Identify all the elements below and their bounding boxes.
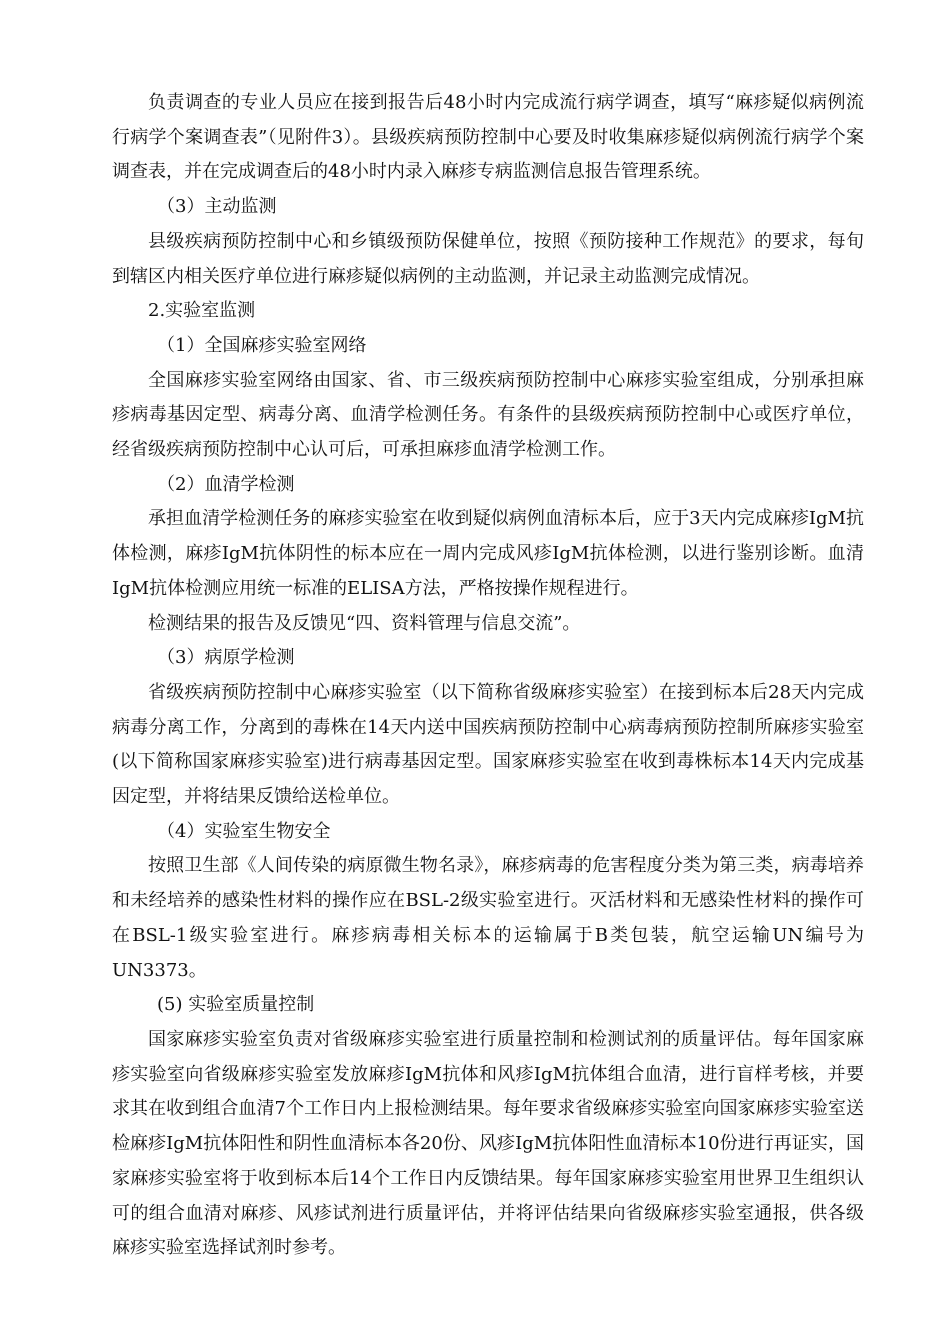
heading-active-surveillance: （3）主动监测 — [157, 196, 277, 218]
paragraph-investigation: 负责调查的专业人员应在接到报告后48小时内完成流行病学调查，填写“麻疹疑似病例流行病学个案调查表”（见附件3）。县级疾病预防控制中心要及时收集麻疹疑似病例流行病学个案调查表，并在完成调查后的48小时内录入麻疹专病监测信息报告管理系统。 — [112, 92, 864, 183]
paragraph-serology: 承担血清学检测任务的麻疹实验室在收到疑似病例血清标本后，应于3天内完成麻疹IgM抗体检测，麻疹IgM抗体阴性的标本应在一周内完成风疹IgM抗体检测，以进行鉴别诊断。血清IgM抗体检测应用统一标准的ELISA方法，严格按操作规程进行。 — [112, 508, 864, 599]
paragraph-results-report: 检测结果的报告及反馈见“四、资料管理与信息交流”。 — [148, 612, 581, 634]
heading-serology: （2）血清学检测 — [157, 473, 295, 495]
paragraph-etiology: 省级疾病预防控制中心麻疹实验室（以下简称省级麻疹实验室）在接到标本后28天内完成病毒分离工作，分离到的毒株在14天内送中国疾病预防控制中心病毒病预防控制所麻疹实验室(以下简称国家麻疹实验室)进行病毒基因定型。国家麻疹实验室在收到毒株标本14天内完成基因定型，并将结果反馈给送检单位。 — [112, 681, 864, 808]
heading-quality-control: (5) 实验室质量控制 — [157, 994, 315, 1016]
heading-etiology: （3）病原学检测 — [157, 647, 295, 669]
paragraph-biosafety: 按照卫生部《人间传染的病原微生物名录》，麻疹病毒的危害程度分类为第三类，病毒培养和未经培养的感染性材料的操作应在BSL-2级实验室进行。灭活材料和无感染性材料的操作可在BSL-1级实验室进行。麻疹病毒相关标本的运输属于B类包装，航空运输UN编号为UN3373。 — [112, 855, 864, 981]
heading-lab-surveillance: 2.实验室监测 — [148, 300, 256, 322]
document-page — [112, 86, 864, 1266]
heading-lab-network: （1）全国麻疹实验室网络 — [157, 334, 367, 356]
heading-biosafety: （4）实验室生物安全 — [157, 820, 331, 842]
paragraph-active-surveillance: 县级疾病预防控制中心和乡镇级预防保健单位，按照《预防接种工作规范》的要求，每旬到辖区内相关医疗单位进行麻疹疑似病例的主动监测，并记录主动监测完成情况。 — [112, 230, 864, 287]
paragraph-lab-network: 全国麻疹实验室网络由国家、省、市三级疾病预防控制中心麻疹实验室组成，分别承担麻疹病毒基因定型、病毒分离、血清学检测任务。有条件的县级疾病预防控制中心或医疗单位，经省级疾病预防控制中心认可后，可承担麻疹血清学检测工作。 — [112, 369, 864, 461]
paragraph-quality-control: 国家麻疹实验室负责对省级麻疹实验室进行质量控制和检测试剂的质量评估。每年国家麻疹实验室向省级麻疹实验室发放麻疹IgM抗体和风疹IgM抗体组合血清，进行盲样考核，并要求其在收到组合血清7个工作日内上报检测结果。每年要求省级麻疹实验室向国家麻疹实验室送检麻疹IgM抗体阳性和阴性血清标本各20份、风疹IgM抗体阳性血清标本10份进行再证实，国家麻疹实验室将于收到标本后14个工作日内反馈结果。每年国家麻疹实验室用世界卫生组织认可的组合血清对麻疹、风疹试剂进行质量评估，并将评估结果向省级麻疹实验室通报，供各级麻疹实验室选择试剂时参考。 — [112, 1028, 864, 1259]
